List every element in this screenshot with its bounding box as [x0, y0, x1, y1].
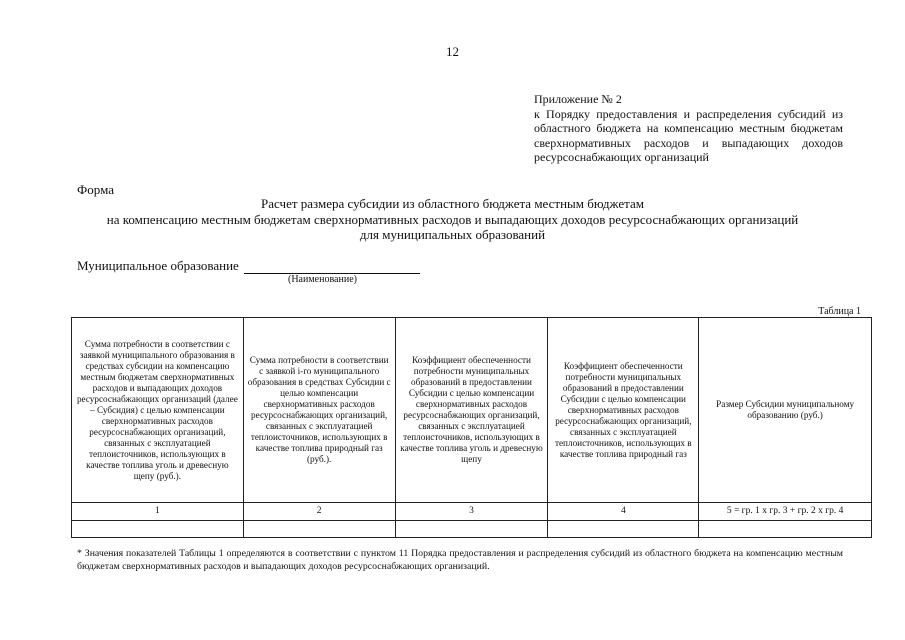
data-cell-2[interactable]	[243, 521, 395, 538]
appendix-block	[534, 92, 843, 165]
municipality-label: Муниципальное образование	[77, 258, 239, 273]
header-cell-3: Коэффициент обеспеченности потребности муниципальных образований в предоставлении Субсидии с целью компенсации сверхнормативных расходов ресурсоснабжающих организаций, связанных с эксплуатацией теплоисточников, использующих в качестве топлива уголь и древесную щепу	[395, 318, 548, 503]
column-number-2: 2	[243, 503, 395, 521]
document-title	[0, 196, 905, 243]
appendix-title: Приложение № 2	[534, 92, 622, 106]
column-number-row	[72, 503, 872, 521]
document-title-line-3: для муниципальных образований	[359, 227, 546, 242]
form-label: Форма	[77, 182, 114, 197]
naming-hint: (Наименование)	[288, 274, 357, 285]
header-cell-4: Коэффициент обеспеченности потребности муниципальных образований в предоставлении Субсидии с целью компенсации сверхнормативных расходов ресурсоснабжающих организаций, связанных с эксплуатацией теплоисточников, использующих в качестве топлива природный газ	[548, 318, 699, 503]
header-cell-1: Сумма потребности в соответствии с заявкой муниципального образования в средствах субсидии на компенсацию местным бюджетам сверхнормативных расходов и выпадающих доходов ресурсоснабжающих организаций (далее – Субсидия) с целью компенсации сверхнормативных расходов ресурсоснабжающих организаций, связанных с эксплуатацией теплоисточников, использующих в качестве топлива уголь и древесную щепу (руб.).	[72, 318, 244, 503]
data-cell-4[interactable]	[548, 521, 699, 538]
header-cell-2: Сумма потребности в соответствии с заявкой i-го муниципального образования в средствах Субсидии с целью компенсации сверхнормативных расходов ресурсоснабжающих организаций, связанных с эксплуатацией теплоисточников, использующих в качестве топлива природный газ (руб.).	[243, 318, 395, 503]
table-header-row	[72, 318, 872, 503]
table-row	[72, 521, 872, 538]
column-number-5: 5 = гр. 1 х гр. 3 + гр. 2 х гр. 4	[699, 503, 872, 521]
document-title-line-2: на компенсацию местным бюджетам сверхнормативных расходов и выпадающих доходов ресурсоснабжающих организаций	[106, 211, 799, 227]
appendix-text: к Порядку предоставления и распределения субсидий из областного бюджета на компенсацию местным бюджетам сверхнормативных расходов и выпадающих доходов ресурсоснабжающих организаций	[534, 106, 843, 164]
document-title-line-1: Расчет размера субсидии из областного бюджета местным бюджетам	[261, 196, 644, 211]
footnote: * Значения показателей Таблицы 1 определяются в соответствии с пунктом 11 Порядка предоставления и распределения субсидий из областного бюджета на компенсацию местным бюджетам сверхнормативных расходов и выпадающих доходов ресурсоснабжающих организаций.	[77, 548, 843, 572]
table-label: Таблица 1	[818, 306, 861, 317]
column-number-4: 4	[548, 503, 699, 521]
data-cell-5[interactable]	[699, 521, 872, 538]
column-number-3: 3	[395, 503, 548, 521]
page-number: 12	[446, 44, 459, 59]
data-cell-1[interactable]	[72, 521, 244, 538]
header-cell-5: Размер Субсидии муниципальному образованию (руб.)	[699, 318, 872, 503]
municipality-input-line[interactable]	[244, 260, 420, 274]
municipality-field	[77, 258, 420, 274]
calculation-table	[71, 317, 872, 538]
data-cell-3[interactable]	[395, 521, 548, 538]
column-number-1: 1	[72, 503, 244, 521]
